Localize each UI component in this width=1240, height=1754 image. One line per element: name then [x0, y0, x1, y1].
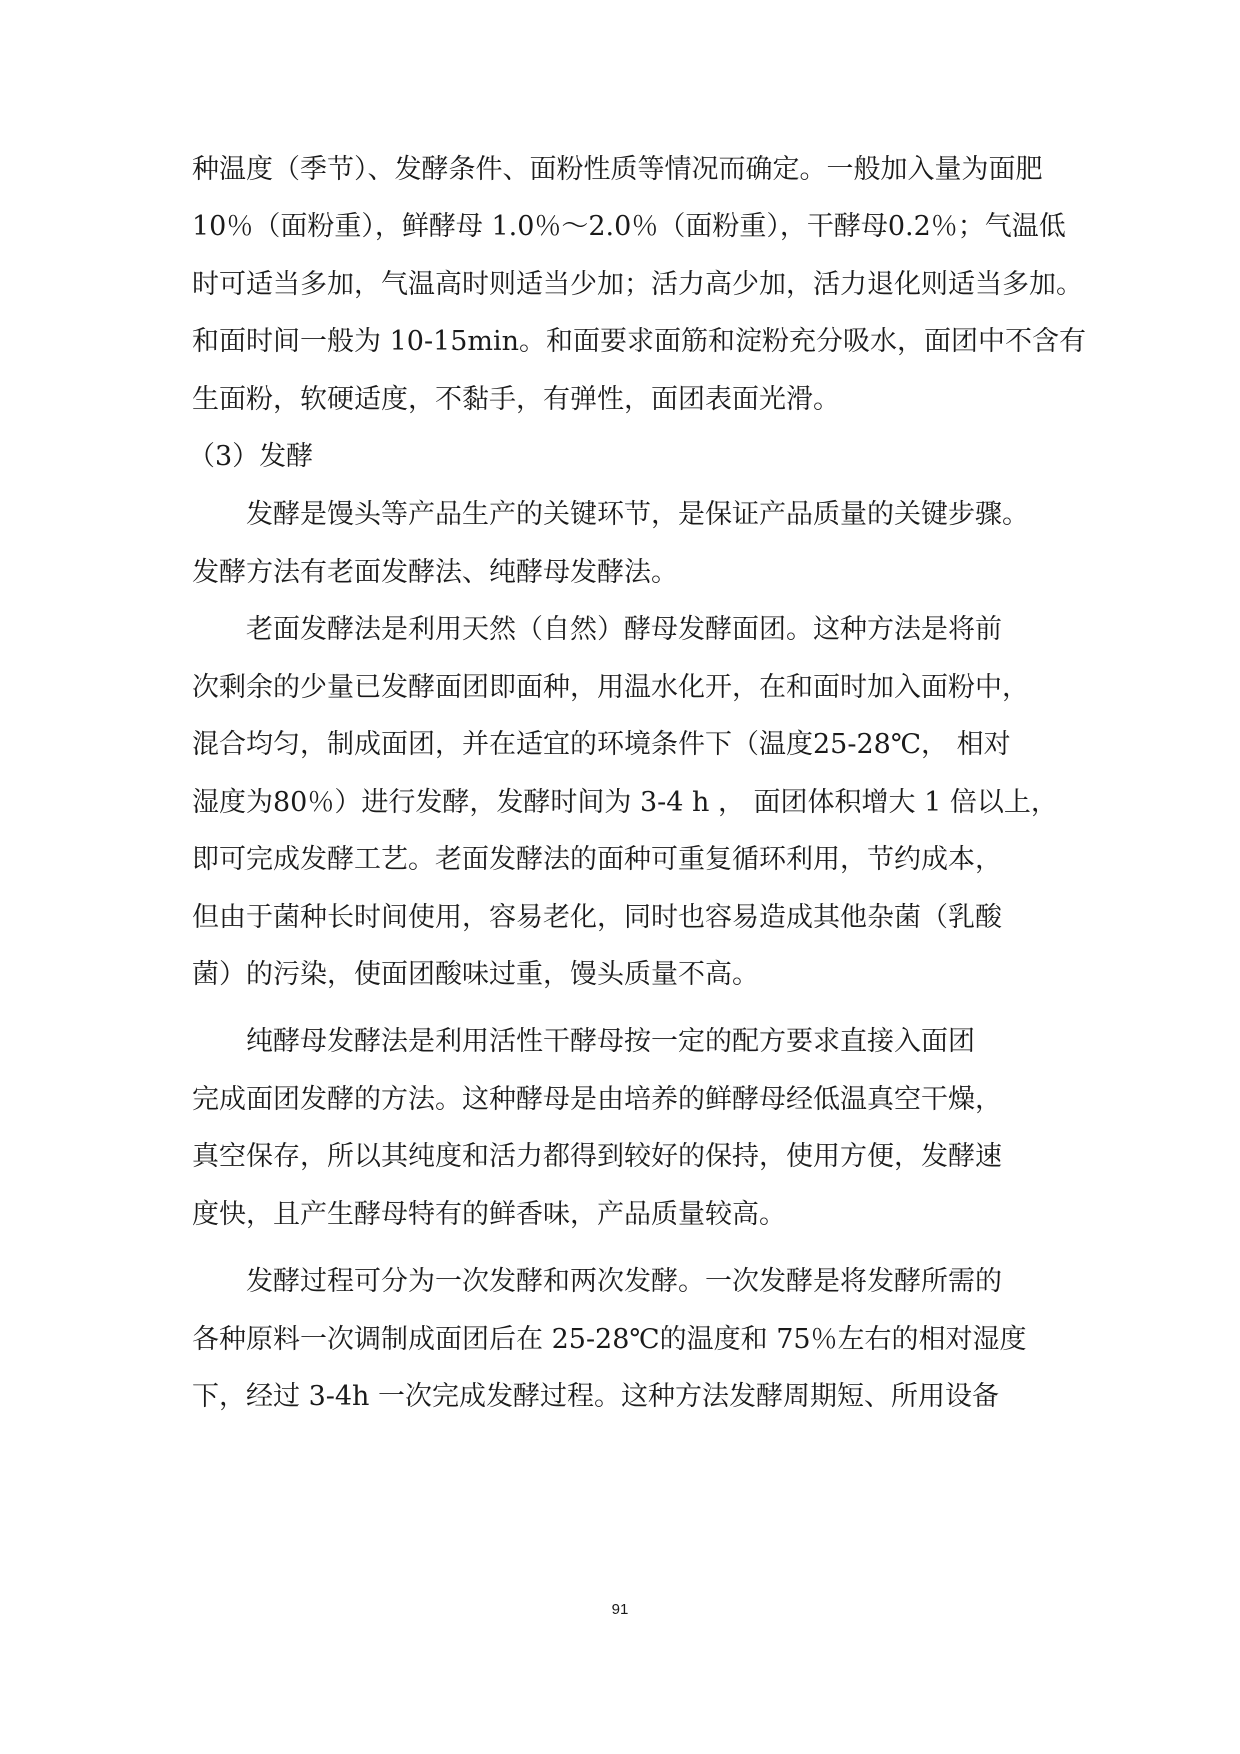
page-number: 91 [611, 1601, 629, 1618]
text-line: 和面时间一般为 10-15min。和面要求面筋和淀粉充分吸水，面团中不含有 [192, 326, 1087, 357]
text-line: 完成面团发酵的方法。这种酵母是由培养的鲜酵母经低温真空干燥， [192, 1084, 1002, 1115]
text-line: 真空保存，所以其纯度和活力都得到较好的保持，使用方便，发酵速 [192, 1141, 1002, 1172]
text-line: 混合均匀，制成面团，并在适宜的环境条件下（温度25-28℃， 相对 [192, 729, 1011, 760]
paragraph-first-line: 纯酵母发酵法是利用活性干酵母按一定的配方要求直接入面团 [246, 1026, 975, 1057]
section-heading: （3）发酵 [188, 441, 314, 472]
text-line: 度快，且产生酵母特有的鲜香味，产品质量较高。 [192, 1199, 786, 1230]
text-line: 次剩余的少量已发酵面团即面种，用温水化开，在和面时加入面粉中， [192, 672, 1029, 703]
text-line: 生面粉，软硬适度，不黏手，有弹性，面团表面光滑。 [192, 384, 840, 415]
text-line: 但由于菌种长时间使用，容易老化，同时也容易造成其他杂菌（乳酸 [192, 902, 1002, 933]
text-line: 时可适当多加，气温高时则适当少加；活力高少加，活力退化则适当多加。 [192, 269, 1083, 300]
paragraph-first-line: 发酵是馒头等产品生产的关键环节，是保证产品质量的关键步骤。 [246, 499, 1029, 530]
text-line: 菌）的污染，使面团酸味过重，馒头质量不高。 [192, 959, 759, 990]
text-line: 各种原料一次调制成面团后在 25-28℃的温度和 75％左右的相对湿度 [192, 1324, 1027, 1355]
text-line: 湿度为80％）进行发酵，发酵时间为 3-4 h ， 面团体积增大 1 倍以上， [192, 787, 1058, 818]
text-line: 发酵方法有老面发酵法、纯酵母发酵法。 [192, 557, 678, 588]
text-line: 10％（面粉重），鲜酵母 1.0％～2.0％（面粉重），干酵母0.2％；气温低 [192, 211, 1066, 242]
text-line: 即可完成发酵工艺。老面发酵法的面种可重复循环利用，节约成本， [192, 844, 1002, 875]
paragraph-first-line: 老面发酵法是利用天然（自然）酵母发酵面团。这种方法是将前 [246, 614, 1002, 645]
text-line: 下，经过 3-4h 一次完成发酵过程。这种方法发酵周期短、所用设备 [192, 1381, 1000, 1412]
paragraph-first-line: 发酵过程可分为一次发酵和两次发酵。一次发酵是将发酵所需的 [246, 1266, 1002, 1297]
text-line: 种温度（季节）、发酵条件、面粉性质等情况而确定。一般加入量为面肥 [192, 154, 1043, 185]
